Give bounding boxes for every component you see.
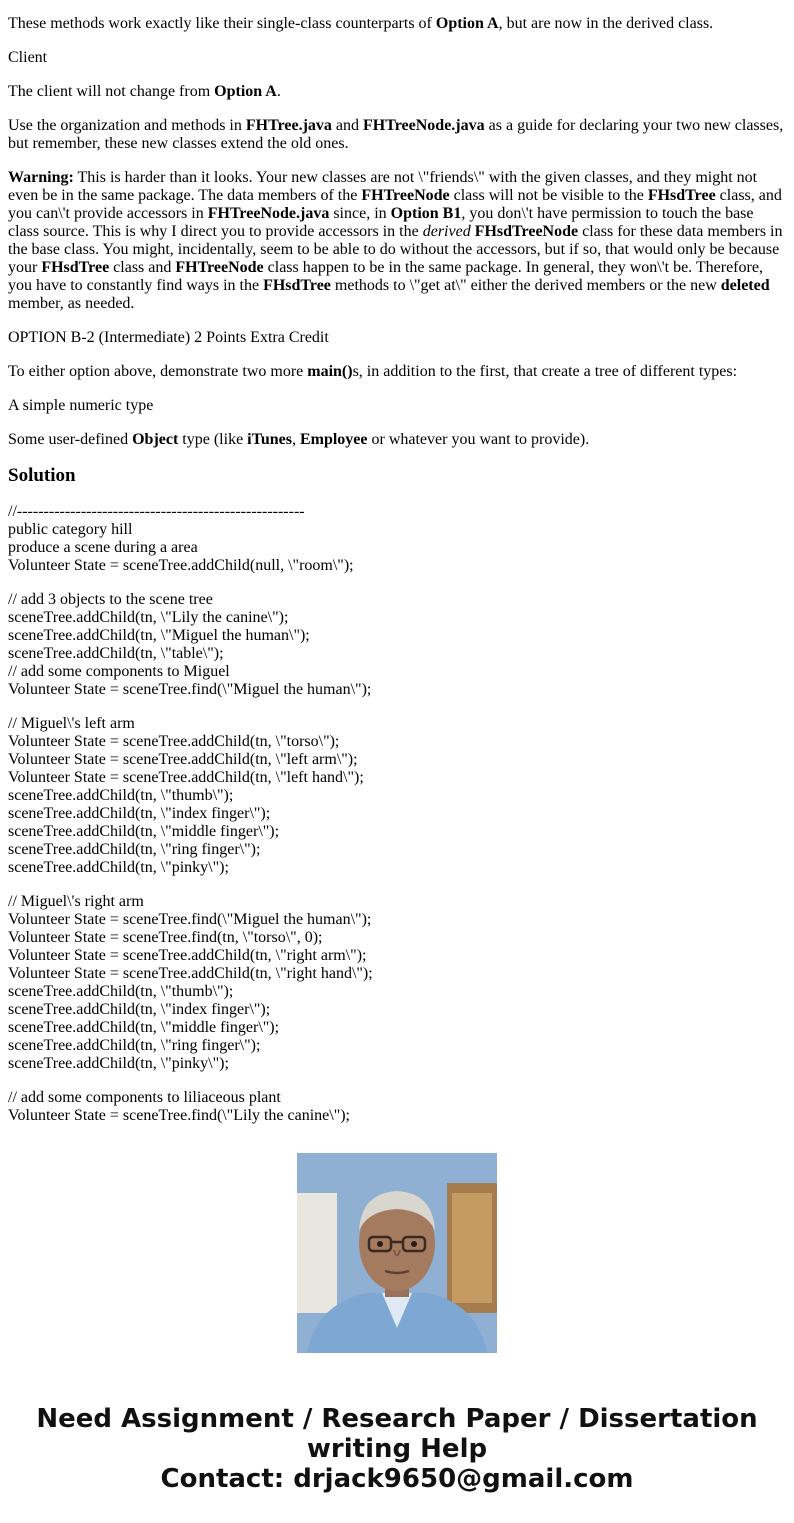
text-run: since, in (329, 205, 391, 222)
client-label: Client (8, 49, 48, 66)
intro-paragraph-7 (8, 431, 786, 449)
text-run: class for these data members in the base class. You might, incidentally, seem to be able to do without the accessors, but if so, that would only be because your (8, 223, 783, 276)
code-line: // Miguel\'s left arm (8, 715, 135, 732)
code-line: sceneTree.addChild(tn, \"index finger\"); (8, 805, 271, 822)
code-line: //------------------------------------------------------ (8, 503, 305, 520)
code-line: // add some components to liliaceous plant (8, 1089, 281, 1106)
document-content (8, 15, 786, 1124)
code-line: // add some components to Miguel (8, 663, 230, 680)
code-line: Volunteer State = sceneTree.addChild(tn, \"left arm\"); (8, 751, 358, 768)
code-line: sceneTree.addChild(tn, \"thumb\"); (8, 787, 234, 804)
code-block (8, 715, 786, 877)
intro-paragraph-5 (8, 363, 786, 381)
author-avatar (297, 1153, 497, 1353)
code-line: Volunteer State = sceneTree.addChild(null, \"room\"); (8, 557, 354, 574)
code-line: produce a scene during a area (8, 539, 198, 556)
text-run: methods to \"get at\" either the derived members or the new (330, 277, 721, 294)
code-line: // add 3 objects to the scene tree (8, 591, 213, 608)
code-block (8, 591, 786, 699)
intro-paragraph-1 (8, 15, 786, 33)
warning-paragraph (8, 169, 786, 313)
code-line: sceneTree.addChild(tn, \"middle finger\"); (8, 1019, 280, 1036)
bold-term: FHTreeNode (361, 187, 450, 204)
footer-line-2: writing Help (306, 1434, 488, 1464)
code-line: public category hill (8, 521, 133, 538)
bold-term: FHsdTree (41, 259, 110, 276)
text-run: , (291, 431, 300, 448)
intro-paragraph-4 (8, 117, 786, 153)
text-run: Some user-defined (8, 431, 133, 448)
code-line: sceneTree.addChild(tn, \"thumb\"); (8, 983, 234, 1000)
text-run: class happen to be in the same package. In general, they won\'t be. Therefore, you have to constantly find ways in the (8, 259, 763, 294)
code-line: sceneTree.addChild(tn, \"ring finger\"); (8, 1037, 261, 1054)
code-line: Volunteer State = sceneTree.find(\"Miguel the human\"); (8, 681, 372, 698)
text-run: These methods work exactly like their single-class counterparts of (8, 15, 436, 32)
text-run: and (331, 117, 364, 134)
code-block (8, 503, 786, 575)
bold-term: iTunes (247, 431, 292, 448)
text-run: To either option above, demonstrate two more (8, 363, 308, 380)
code-line: Volunteer State = sceneTree.find(\"Lily the canine\"); (8, 1107, 350, 1124)
text-run: . (276, 83, 281, 100)
code-block (8, 1089, 786, 1125)
text-run: The client will not change from (8, 83, 215, 100)
code-line: Volunteer State = sceneTree.addChild(tn, \"left hand\"); (8, 769, 364, 786)
bold-term: FHsdTree (263, 277, 331, 294)
option-b2-heading: OPTION B-2 (Intermediate) 2 Points Extra Credit (8, 329, 329, 346)
text-run: , you don\'t have permission to touch the base class source. This is why I direct you to provide accessors in the (8, 205, 754, 240)
bold-term: FHsdTreeNode (474, 223, 579, 240)
bold-term: Option B1 (390, 205, 462, 222)
code-line: Volunteer State = sceneTree.find(tn, \"torso\", 0); (8, 929, 323, 946)
footer-contact-line: Contact: drjack9650@gmail.com (160, 1464, 634, 1494)
contact-footer (0, 1404, 794, 1494)
code-line: sceneTree.addChild(tn, \"pinky\"); (8, 1055, 229, 1072)
text-run: class will not be visible to the (449, 187, 648, 204)
warning-label: Warning: (8, 169, 74, 186)
text-run: class and (109, 259, 176, 276)
bold-term: Option A (435, 15, 499, 32)
code-line: sceneTree.addChild(tn, \"table\"); (8, 645, 224, 662)
code-line: Volunteer State = sceneTree.addChild(tn, \"torso\"); (8, 733, 340, 750)
text-run: as a guide for declaring your two new classes, but remember, these new classes extend the old ones. (8, 117, 784, 152)
text-run: class, and you can\'t provide accessors in (8, 187, 782, 222)
text-run: , but are now in the derived class. (498, 15, 714, 32)
text-run: Use the organization and methods in (8, 117, 246, 134)
author-portrait-icon (297, 1153, 497, 1353)
text-run: member, as needed. (8, 295, 135, 312)
text-run: or whatever you want to provide). (367, 431, 590, 448)
bold-term: Object (132, 431, 179, 448)
italic-term: derived (422, 223, 471, 240)
code-line: sceneTree.addChild(tn, \"ring finger\"); (8, 841, 261, 858)
code-line: Volunteer State = sceneTree.addChild(tn, \"right hand\"); (8, 965, 373, 982)
bold-term: Employee (299, 431, 368, 448)
bold-term: deleted (720, 277, 770, 294)
bold-term: FHTreeNode.java (363, 117, 485, 134)
code-line: sceneTree.addChild(tn, \"Miguel the human\"); (8, 627, 310, 644)
code-line: sceneTree.addChild(tn, \"index finger\"); (8, 1001, 271, 1018)
code-line: Volunteer State = sceneTree.find(\"Miguel the human\"); (8, 911, 372, 928)
numeric-type-item: A simple numeric type (8, 397, 154, 414)
bold-term: FHTreeNode (175, 259, 264, 276)
code-line: sceneTree.addChild(tn, \"middle finger\"); (8, 823, 280, 840)
bold-term: FHTreeNode.java (207, 205, 330, 222)
intro-paragraph-3 (8, 83, 786, 101)
code-block (8, 893, 786, 1073)
code-line: sceneTree.addChild(tn, \"pinky\"); (8, 859, 229, 876)
text-run: This is harder than it looks. Your new classes are not \"friends\" with the given classes, and they might not even be in the same package. The data members of the (8, 169, 758, 204)
code-line: sceneTree.addChild(tn, \"Lily the canine\"); (8, 609, 289, 626)
bold-term: main() (307, 363, 353, 380)
bold-term: FHsdTree (647, 187, 716, 204)
bold-term: FHTree.java (245, 117, 332, 134)
bold-term: Option A (214, 83, 277, 100)
footer-line-1: Need Assignment / Research Paper / Dissertation (36, 1404, 758, 1434)
solution-heading: Solution (8, 465, 76, 486)
code-line: // Miguel\'s right arm (8, 893, 144, 910)
text-run: s, in addition to the first, that create a tree of different types: (352, 363, 738, 380)
text-run: type (like (178, 431, 248, 448)
solution-code (8, 503, 786, 1124)
code-line: Volunteer State = sceneTree.addChild(tn, \"right arm\"); (8, 947, 367, 964)
